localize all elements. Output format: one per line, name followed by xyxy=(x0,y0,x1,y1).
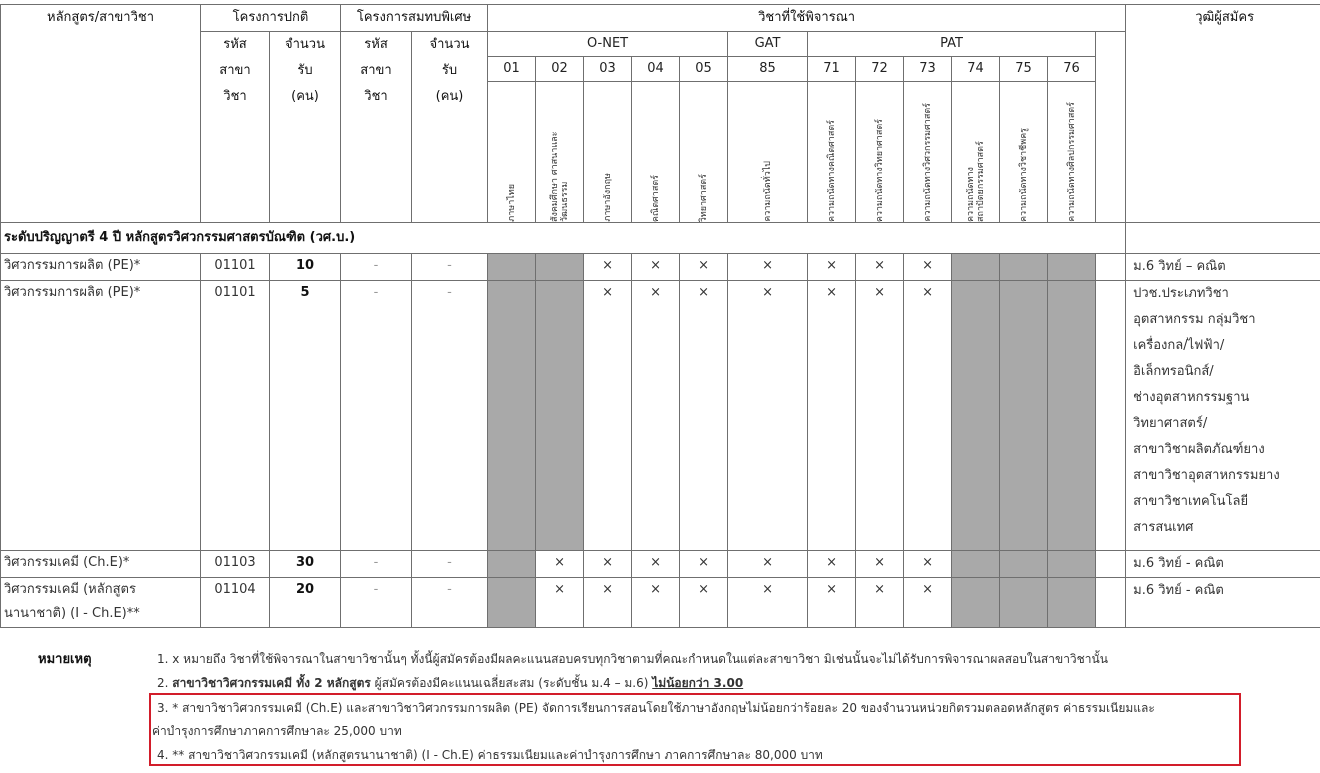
program-count: 10 xyxy=(270,254,341,281)
program-count: 20 xyxy=(270,578,341,628)
subject-name: ความถนัดทางศิลปกรรมศาสตร์ xyxy=(1048,82,1096,223)
subject-mark xyxy=(952,281,1000,551)
program-code: 01104 xyxy=(201,578,270,628)
subject-mark xyxy=(952,254,1000,281)
subject-mark: × xyxy=(856,551,904,578)
program-name xyxy=(1,578,201,628)
subject-code: 05 xyxy=(680,57,728,82)
subject-code: 85 xyxy=(728,57,808,82)
header-subjects: วิชาที่ใช้พิจารณา xyxy=(488,5,1126,32)
subject-mark xyxy=(488,578,536,628)
table-row xyxy=(1,254,1320,281)
subject-mark: × xyxy=(632,551,680,578)
subject-name: ความถนัดทางวิชาชีพครู xyxy=(1000,82,1048,223)
blank-cell xyxy=(1096,578,1126,628)
subject-mark: × xyxy=(632,578,680,628)
header-regular-program: โครงการปกติ xyxy=(201,5,341,32)
subject-name: คณิตศาสตร์ xyxy=(632,82,680,223)
subject-mark: × xyxy=(856,254,904,281)
qualification-line: เครื่องกล/ไฟฟ้า/ xyxy=(1133,338,1225,353)
subject-code: 04 xyxy=(632,57,680,82)
subject-mark xyxy=(1048,551,1096,578)
subject-code: 75 xyxy=(1000,57,1048,82)
program-name: วิศวกรรมการผลิต (PE)* xyxy=(1,281,201,551)
subject-mark xyxy=(952,551,1000,578)
subject-mark: × xyxy=(808,281,856,551)
program-code: 01103 xyxy=(201,551,270,578)
header-pat: PAT xyxy=(808,32,1096,57)
subject-code: 74 xyxy=(952,57,1000,82)
header-special-count: จำนวน รับ (คน) xyxy=(412,32,488,223)
highlight-box xyxy=(149,693,1241,766)
subject-mark xyxy=(536,281,584,551)
special-code: - xyxy=(341,578,412,628)
qualification-line: สาขาวิชาผลิตภัณฑ์ยาง xyxy=(1133,442,1265,457)
subject-mark: × xyxy=(808,551,856,578)
subject-mark: × xyxy=(728,254,808,281)
table-row xyxy=(1,551,1320,578)
special-code: - xyxy=(341,254,412,281)
special-count: - xyxy=(412,281,488,551)
special-code: - xyxy=(341,551,412,578)
subject-mark: × xyxy=(632,254,680,281)
note-1: 1. x หมายถึง วิชาที่ใช้พิจารณาในสาขาวิชานั้นๆ ทั้งนี้ผู้สมัครต้องมีผลคะแนนสอบครบทุกวิชาตามที่คณะกำหนดในแต่ละสาขาวิชา มิเช่นนั้นจะไม่ได้รับการพิจารณาผลสอบในสาขาวิชานั้น xyxy=(157,652,1108,666)
subject-mark xyxy=(1000,578,1048,628)
header-special-program: โครงการสมทบพิเศษ xyxy=(341,5,488,32)
program-qualification: ม.6 วิทย์ – คณิต xyxy=(1126,254,1320,281)
note-4: 4. ** สาขาวิชาวิศวกรรมเคมี (หลักสูตรนานาชาติ) (I - Ch.E) ค่าธรรมเนียมและค่าบำรุงการศึกษา ภาคการศึกษาละ 80,000 บาท xyxy=(157,748,823,762)
subject-mark: × xyxy=(584,281,632,551)
header-course: หลักสูตร/สาขาวิชา xyxy=(1,5,201,223)
subject-name: ความถนัดทางคณิตศาสตร์ xyxy=(808,82,856,223)
special-count: - xyxy=(412,551,488,578)
subject-mark: × xyxy=(584,551,632,578)
subject-mark xyxy=(952,578,1000,628)
blank-cell xyxy=(1096,254,1126,281)
subject-mark: × xyxy=(728,281,808,551)
subject-mark xyxy=(1000,254,1048,281)
note-3-line-2: ค่าบำรุงการศึกษาภาคการศึกษาละ 25,000 บาท xyxy=(152,724,402,738)
subject-mark xyxy=(1048,578,1096,628)
subject-mark: × xyxy=(728,578,808,628)
note-2: 2. สาขาวิชาวิศวกรรมเคมี ทั้ง 2 หลักสูตร ผู้สมัครต้องมีคะแนนเฉลี่ยสะสม (ระดับชั้น ม.4 – ม.6) ไม่น้อยกว่า 3.00 xyxy=(157,676,744,690)
subject-code: 02 xyxy=(536,57,584,82)
program-count: 5 xyxy=(270,281,341,551)
program-name: วิศวกรรมเคมี (Ch.E)* xyxy=(1,551,201,578)
program-code: 01101 xyxy=(201,281,270,551)
qualification-line: ช่างอุตสาหกรรมฐาน xyxy=(1133,390,1250,405)
subject-mark xyxy=(488,551,536,578)
header-onet: O-NET xyxy=(488,32,728,57)
subject-code: 03 xyxy=(584,57,632,82)
qualification-line: สาขาวิชาอุตสาหกรรมยาง xyxy=(1133,468,1280,483)
subject-mark: × xyxy=(680,578,728,628)
subject-name: สังคมศึกษา ศาสนาและวัฒนธรรม xyxy=(536,82,584,223)
subject-mark xyxy=(1000,281,1048,551)
subject-mark: × xyxy=(680,281,728,551)
subject-code: 01 xyxy=(488,57,536,82)
subject-code: 72 xyxy=(856,57,904,82)
subject-mark: × xyxy=(536,578,584,628)
subject-mark: × xyxy=(808,578,856,628)
header-qualification: วุฒิผู้สมัคร xyxy=(1126,5,1320,223)
section-qual-blank xyxy=(1126,223,1320,254)
program-count: 30 xyxy=(270,551,341,578)
subject-mark xyxy=(1048,254,1096,281)
subject-mark: × xyxy=(584,254,632,281)
blank-cell xyxy=(1096,551,1126,578)
subject-name: ภาษาไทย xyxy=(488,82,536,223)
subject-mark: × xyxy=(808,254,856,281)
table-row xyxy=(1,281,1320,551)
subject-mark: × xyxy=(680,551,728,578)
subject-name: ความถนัดทางสถาปัตยกรรมศาสตร์ xyxy=(952,82,1000,223)
special-code: - xyxy=(341,281,412,551)
header-special-code: รหัส สาขา วิชา xyxy=(341,32,412,223)
qualification-line: อิเล็กทรอนิกส์/ xyxy=(1133,364,1214,379)
subject-name: ความถนัดทางวิศวกรรมศาสตร์ xyxy=(904,82,952,223)
subject-code: 76 xyxy=(1048,57,1096,82)
note-3-line-1: 3. * สาขาวิชาวิศวกรรมเคมี (Ch.E) และสาขาวิชาวิศวกรรมการผลิต (PE) จัดการเรียนการสอนโดยใช้ภาษาอังกฤษไม่น้อยกว่าร้อยละ 20 ของจำนวนหน่วยกิตรวมตลอดหลักสูตร ค่าธรรมเนียมและ xyxy=(157,701,1155,715)
table-row xyxy=(1,578,1320,628)
subject-mark xyxy=(488,254,536,281)
header-blank-col xyxy=(1096,32,1126,223)
header-regular-code: รหัส สาขา วิชา xyxy=(201,32,270,223)
special-count: - xyxy=(412,254,488,281)
blank-cell xyxy=(1096,281,1126,551)
special-count: - xyxy=(412,578,488,628)
admission-table xyxy=(0,4,1320,628)
subject-mark: × xyxy=(904,578,952,628)
program-qualification: ม.6 วิทย์ - คณิต xyxy=(1126,578,1320,628)
subject-name: วิทยาศาสตร์ xyxy=(680,82,728,223)
subject-mark: × xyxy=(904,281,952,551)
qualification-line: วิทยาศาสตร์/ xyxy=(1133,416,1208,431)
qualification-line: สาขาวิชาเทคโนโลยี xyxy=(1133,494,1249,509)
program-name: วิศวกรรมการผลิต (PE)* xyxy=(1,254,201,281)
subject-mark: × xyxy=(904,254,952,281)
qualification-line: ปวช.ประเภทวิชา xyxy=(1133,286,1229,301)
subject-mark xyxy=(488,281,536,551)
subject-mark xyxy=(536,254,584,281)
subject-mark: × xyxy=(584,578,632,628)
subject-mark xyxy=(1000,551,1048,578)
subject-mark: × xyxy=(632,281,680,551)
program-qualification: ม.6 วิทย์ - คณิต xyxy=(1126,551,1320,578)
subject-mark: × xyxy=(680,254,728,281)
section-title: ระดับปริญญาตรี 4 ปี หลักสูตรวิศวกรรมศาสตรบัณฑิต (วศ.บ.) xyxy=(1,223,1126,254)
subject-mark xyxy=(1048,281,1096,551)
qualification-line: สารสนเทศ xyxy=(1133,520,1194,535)
program-name-line: วิศวกรรมเคมี (หลักสูตร xyxy=(4,582,136,597)
subject-mark: × xyxy=(904,551,952,578)
subject-name: ภาษาอังกฤษ xyxy=(584,82,632,223)
subject-mark: × xyxy=(856,578,904,628)
subject-mark: × xyxy=(856,281,904,551)
program-code: 01101 xyxy=(201,254,270,281)
program-qualification xyxy=(1126,281,1320,551)
notes-label: หมายเหตุ xyxy=(38,652,92,667)
subject-name: ความถนัดทางวิทยาศาสตร์ xyxy=(856,82,904,223)
header-regular-count: จำนวน รับ (คน) xyxy=(270,32,341,223)
subject-mark: × xyxy=(728,551,808,578)
program-name-line: นานาชาติ) (I - Ch.E)** xyxy=(4,606,140,621)
header-gat: GAT xyxy=(728,32,808,57)
subject-name: ความถนัดทั่วไป xyxy=(728,82,808,223)
subject-mark: × xyxy=(536,551,584,578)
subject-code: 71 xyxy=(808,57,856,82)
qualification-line: อุตสาหกรรม กลุ่มวิชา xyxy=(1133,312,1256,327)
subject-code: 73 xyxy=(904,57,952,82)
